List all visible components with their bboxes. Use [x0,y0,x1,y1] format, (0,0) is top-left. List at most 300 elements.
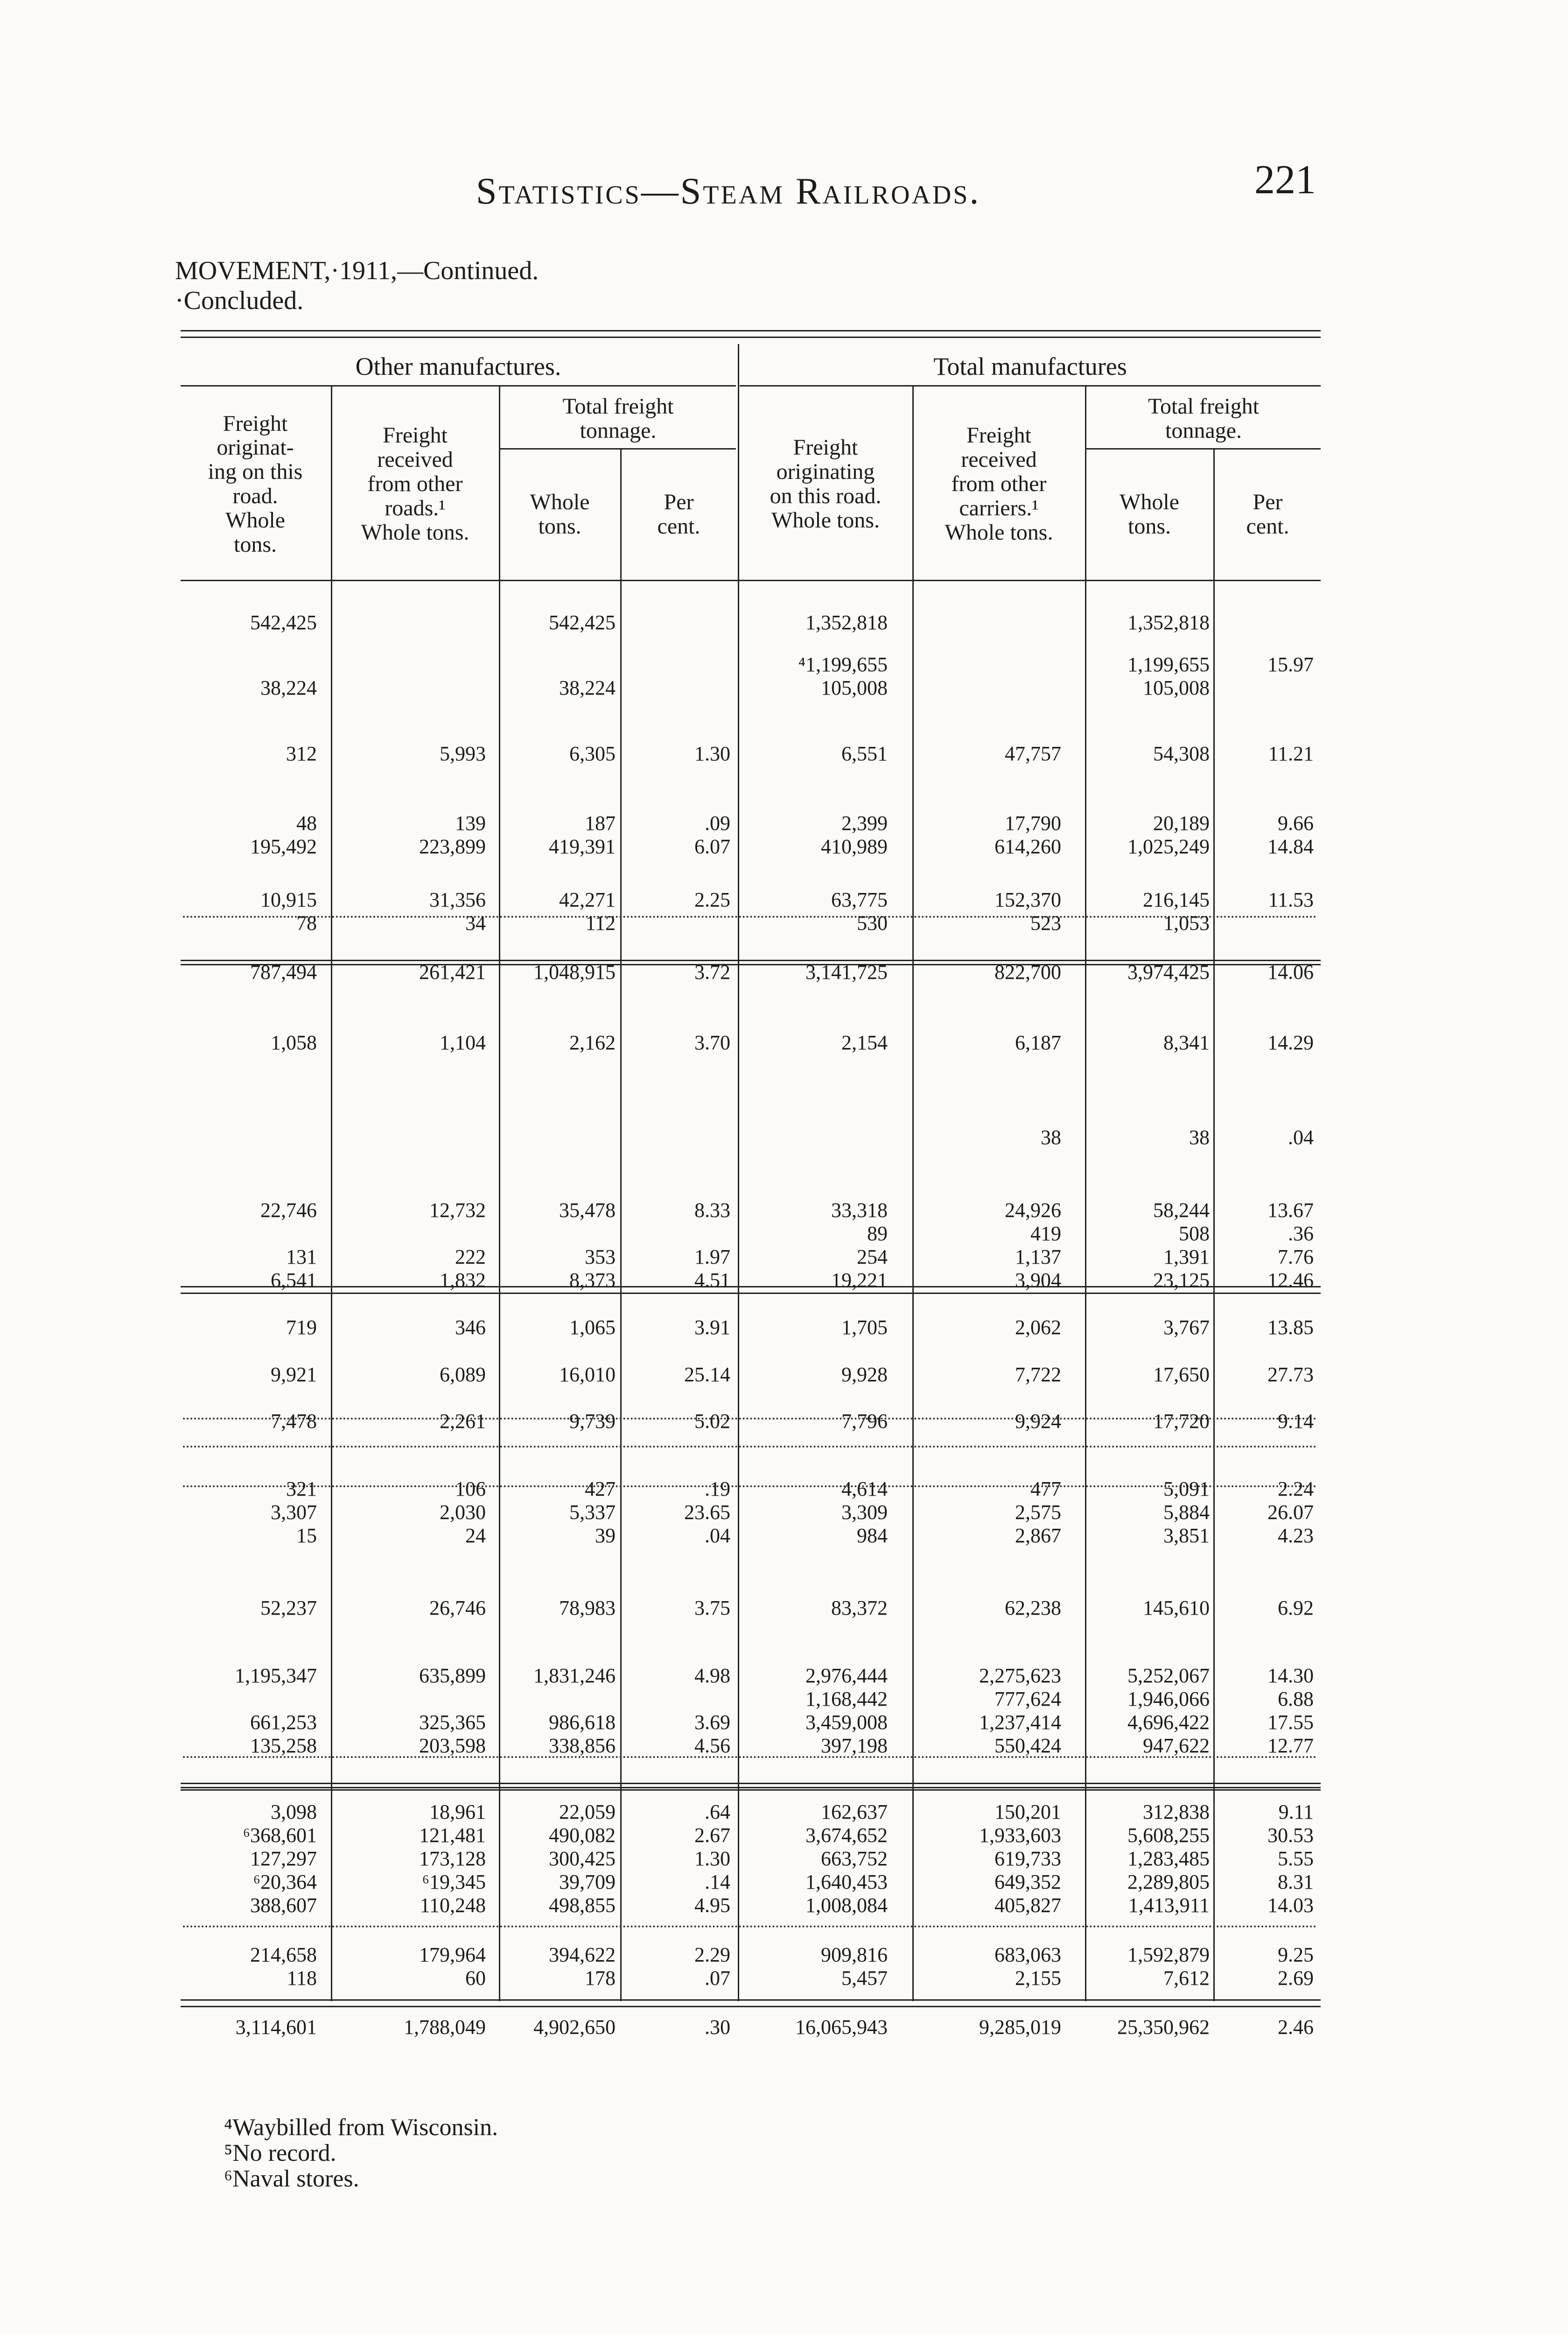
cell-per-cent-other: 4.56 [694,1734,730,1757]
cell-total-tonnage-total: 1,946,066 [1127,1687,1210,1710]
cell-total-originating: 1,640,453 [805,1870,888,1893]
cell-per-cent-other: 3.91 [694,1316,730,1339]
cell-total-originating: 254 [857,1245,888,1268]
cell-total-tonnage-total: 312,838 [1143,1800,1210,1823]
cell-total-originating: 3,141,725 [805,961,888,984]
cell-total-tonnage-other: 300,425 [549,1847,616,1870]
cell-total-tonnage-total: 20,189 [1153,812,1210,835]
cell-freight-originating: 15 [296,1524,317,1547]
cell-freight-originating: 52,237 [260,1596,317,1619]
table-row [181,1524,1321,1547]
cell-total-received: 419 [1030,1222,1061,1245]
cell-per-cent-total: 27.73 [1267,1363,1314,1386]
table-row [181,812,1321,835]
table-row [181,1363,1321,1386]
table-row [181,1711,1321,1734]
cell-total-received: 550,424 [994,1734,1061,1757]
header-per-cent-other: Per cent. [657,490,700,539]
cell-freight-originating: 10,915 [260,888,317,911]
cell-total-originating: 2,399 [841,812,888,835]
cell-total-tonnage-other: 986,618 [549,1711,616,1734]
continued-caption: MOVEMENT,·1911,—Continued. [175,256,539,285]
cell-freight-received: 223,899 [419,835,486,858]
cell-total-received: 6,187 [1015,1031,1061,1054]
cell-freight-received: 24 [465,1524,486,1547]
cell-freight-originating: 7,478 [271,1410,317,1433]
cell-total-tonnage-other: 1,048,915 [533,961,616,984]
table-row [181,1126,1321,1149]
cell-total-received: 9,924 [1015,1410,1061,1433]
table-row [181,1664,1321,1687]
cell-per-cent-total: 13.85 [1267,1316,1314,1339]
cell-freight-received: 6,089 [440,1363,486,1386]
cell-freight-originating: 6,541 [271,1269,317,1292]
table-row [181,1245,1321,1269]
cell-freight-originating: ⁶368,601 [243,1824,317,1847]
cell-per-cent-total: 6.92 [1278,1596,1314,1619]
cell-freight-originating: 38,224 [260,676,317,699]
cell-total-tonnage-other: 39 [595,1524,616,1547]
cell-per-cent-other: 1.97 [694,1245,730,1268]
cell-freight-received: 60 [465,1967,486,1990]
cell-total-originating: 397,198 [821,1734,888,1757]
cell-per-cent-total: 8.31 [1278,1870,1314,1893]
cell-total-tonnage-total: 23,125 [1153,1269,1210,1292]
cell-per-cent-other: 4.95 [694,1894,730,1917]
cell-total-tonnage-total: 4,696,422 [1127,1711,1210,1734]
header-whole-tons-total: Whole tons. [1120,490,1179,539]
cell-per-cent-total: 9.14 [1278,1410,1314,1433]
cell-freight-originating: 3,307 [271,1501,317,1524]
cell-per-cent-other: .64 [705,1800,730,1823]
table-row [181,676,1321,700]
cell-freight-originating: 321 [286,1477,317,1500]
cell-freight-received: 2,261 [440,1410,486,1433]
cell-total-tonnage-total: 947,622 [1143,1734,1210,1757]
cell-total-received: 1,137 [1015,1245,1061,1268]
page-header [187,152,1316,217]
cell-total-tonnage-other: 39,709 [559,1870,616,1893]
cell-per-cent-total: 2.24 [1278,1477,1314,1500]
cell-freight-originating: 542,425 [250,611,317,634]
cell-per-cent-total: 4.23 [1278,1524,1314,1547]
cell-total-tonnage-other: 5,337 [569,1501,616,1524]
cell-freight-originating: 48 [296,812,317,835]
cell-freight-received: 1,104 [440,1031,486,1054]
header-total-tonnage-total: Total freight tonnage. [1148,394,1259,443]
header-freight-received: Freight received from other roads.¹ Whole tons. [361,423,469,545]
table-row [181,1943,1321,1967]
cell-per-cent-total: .36 [1288,1222,1314,1245]
cell-total-received: 2,275,623 [979,1664,1061,1687]
cell-total-tonnage-other: 490,082 [549,1824,616,1847]
cell-total-originating: 909,816 [821,1943,888,1966]
cell-total-originating: 984 [857,1524,888,1547]
cell-total-received: 523 [1030,912,1061,935]
cell-freight-originating: 388,607 [250,1894,317,1917]
cell-freight-received: 18,961 [429,1800,486,1823]
cell-total-received: 47,757 [1005,742,1061,765]
cell-per-cent-other: .19 [705,1477,730,1500]
group-total-manufactures: Total manufactures [933,352,1127,380]
cell-per-cent-other: 3.72 [694,961,730,984]
cell-per-cent-total: 11.21 [1268,742,1314,765]
cell-total-received: 24,926 [1005,1199,1061,1222]
cell-freight-received: 121,481 [419,1824,486,1847]
cell-per-cent-total: 14.06 [1267,961,1314,984]
cell-total-tonnage-total: 1,413,911 [1128,1894,1210,1917]
cell-total-originating: 5,457 [841,1967,888,1990]
cell-per-cent-total: .04 [1288,1126,1314,1149]
cell-total-tonnage-total: 38 [1189,1126,1210,1149]
cell-total-originating: 1,705 [841,1316,888,1339]
cell-total-tonnage-total: 5,252,067 [1127,1664,1210,1687]
cell-total-originating: 9,928 [841,1363,888,1386]
cell-total-tonnage-total: 1,199,655 [1127,653,1210,676]
cell-total-tonnage-other: 178 [585,1967,616,1990]
cell-per-cent-other: 1.30 [694,1847,730,1870]
table-row [181,1734,1321,1758]
cell-total-originating: 2,976,444 [805,1664,888,1687]
cell-total-originating: 663,752 [821,1847,888,1870]
cell-per-cent-other: .30 [705,2016,730,2039]
cell-total-received: 822,700 [994,961,1061,984]
table-row [181,1967,1321,1990]
cell-per-cent-other: .14 [705,1870,730,1893]
cell-total-tonnage-other: 8,373 [569,1269,616,1292]
cell-total-originating: 83,372 [831,1596,888,1619]
cell-freight-received: 325,365 [419,1711,486,1734]
cell-total-received: 2,062 [1015,1316,1061,1339]
cell-freight-originating: 661,253 [250,1711,317,1734]
cell-per-cent-other: 3.69 [694,1711,730,1734]
table-row [181,1501,1321,1524]
cell-total-tonnage-other: 187 [585,812,616,835]
cell-total-received: 2,867 [1015,1524,1061,1547]
cell-total-tonnage-other: 338,856 [549,1734,616,1757]
cell-freight-received: 12,732 [429,1199,486,1222]
table-row [181,835,1321,858]
cell-total-received: 62,238 [1005,1596,1061,1619]
cell-total-originating: ⁴1,199,655 [798,653,888,676]
cell-per-cent-other: 3.70 [694,1031,730,1054]
cell-per-cent-other: 25.14 [684,1363,730,1386]
cell-freight-originating: 719 [286,1316,317,1339]
cell-total-tonnage-other: 427 [585,1477,616,1500]
cell-total-tonnage-other: 498,855 [549,1894,616,1917]
cell-total-tonnage-other: 78,983 [559,1596,616,1619]
cell-total-tonnage-total: 17,650 [1153,1363,1210,1386]
cell-total-received: 3,904 [1015,1269,1061,1292]
cell-freight-originating: 9,921 [271,1363,317,1386]
cell-total-tonnage-total: 1,053 [1163,912,1210,935]
cell-freight-received: 1,788,049 [404,2016,486,2039]
cell-per-cent-total: 13.67 [1267,1199,1314,1222]
cell-freight-received: 173,128 [419,1847,486,1870]
cell-total-received: 2,155 [1015,1967,1061,1990]
cell-total-received: 1,237,414 [979,1711,1061,1734]
page-number: 221 [1254,157,1316,203]
cell-per-cent-total: 30.53 [1267,1824,1314,1847]
cell-total-tonnage-total: 8,341 [1163,1031,1210,1054]
cell-total-tonnage-other: 419,391 [549,835,616,858]
table-row [181,1031,1321,1055]
cell-total-tonnage-other: 35,478 [559,1199,616,1222]
cell-freight-received: 179,964 [419,1943,486,1966]
cell-per-cent-other: 23.65 [684,1501,730,1524]
cell-freight-originating: 118 [287,1967,317,1990]
cell-total-tonnage-total: 3,851 [1163,1524,1210,1547]
table-row [181,611,1321,634]
cell-per-cent-other: 2.25 [694,888,730,911]
cell-total-received: 683,063 [994,1943,1061,1966]
table-row [181,1477,1321,1501]
table-row [181,888,1321,912]
cell-freight-received: 203,598 [419,1734,486,1757]
table-row [181,1269,1321,1292]
footnote-no-record: ⁵No record. [224,2140,336,2166]
cell-total-tonnage-total: 5,608,255 [1127,1824,1210,1847]
header-freight-originating: Freight originat- ing on this road. Whole tons. [208,411,303,557]
cell-total-originating: 1,008,084 [805,1894,888,1917]
cell-total-received: 17,790 [1005,812,1061,835]
cell-per-cent-other: 3.75 [694,1596,730,1619]
cell-total-received: 150,201 [994,1800,1061,1823]
cell-total-received: 38 [1041,1126,1061,1149]
cell-total-originating: 3,674,652 [805,1824,888,1847]
cell-freight-received: 106 [455,1477,486,1500]
cell-total-originating: 3,459,008 [805,1711,888,1734]
cell-total-tonnage-total: 3,767 [1163,1316,1210,1339]
cell-per-cent-total: 7.76 [1278,1245,1314,1268]
cell-freight-received: 635,899 [419,1664,486,1687]
cell-total-tonnage-total: 2,289,805 [1127,1870,1210,1893]
cell-total-tonnage-other: 353 [585,1245,616,1268]
cell-per-cent-total: 12.77 [1267,1734,1314,1757]
cell-per-cent-other: 5.02 [694,1410,730,1433]
cell-freight-originating: 195,492 [250,835,317,858]
cell-total-tonnage-other: 1,831,246 [533,1664,616,1687]
cell-total-originating: 89 [867,1222,888,1245]
header-total-originating: Freight originating on this road. Whole tons. [770,435,882,533]
header-per-cent-total: Per cent. [1246,490,1289,539]
table-row [181,961,1321,984]
cell-per-cent-other: 2.67 [694,1824,730,1847]
cell-freight-originating: 312 [286,742,317,765]
cell-per-cent-other: .09 [705,812,730,835]
cell-per-cent-total: 9.11 [1278,1800,1314,1823]
cell-freight-originating: 127,297 [250,1847,317,1870]
cell-total-originating: 6,551 [841,742,888,765]
table-row [181,1199,1321,1222]
cell-total-tonnage-other: 42,271 [559,888,616,911]
cell-freight-received: 2,030 [440,1501,486,1524]
cell-total-originating: 410,989 [821,835,888,858]
cell-per-cent-other: 4.98 [694,1664,730,1687]
cell-per-cent-total: 17.55 [1267,1711,1314,1734]
cell-total-tonnage-total: 508 [1179,1222,1210,1245]
cell-total-received: 405,827 [994,1894,1061,1917]
footnote-waybilled: ⁴Waybilled from Wisconsin. [224,2114,498,2141]
cell-total-tonnage-total: 1,391 [1163,1245,1210,1268]
table-row [181,1870,1321,1894]
table-row [181,1687,1321,1711]
cell-total-tonnage-total: 216,145 [1143,888,1210,911]
footnote-naval-stores: ⁶Naval stores. [224,2165,359,2192]
cell-per-cent-total: 14.03 [1267,1894,1314,1917]
cell-per-cent-other: .04 [705,1524,730,1547]
cell-total-received: 152,370 [994,888,1061,911]
cell-per-cent-total: 14.30 [1267,1664,1314,1687]
cell-total-originating: 1,352,818 [805,611,888,634]
cell-freight-received: 5,993 [440,742,486,765]
concluded-caption: ·Concluded. [175,286,304,315]
running-title: Statistics—Steam Railroads. [476,171,981,212]
cell-total-tonnage-total: 17,720 [1153,1410,1210,1433]
cell-per-cent-total: 15.97 [1267,653,1314,676]
table-row [181,742,1321,766]
cell-per-cent-total: 12.46 [1267,1269,1314,1292]
cell-total-tonnage-total: 1,283,485 [1127,1847,1210,1870]
cell-total-tonnage-total: 5,884 [1163,1501,1210,1524]
cell-freight-received: 346 [455,1316,486,1339]
cell-total-tonnage-total: 58,244 [1153,1199,1210,1222]
cell-per-cent-other: 6.07 [694,835,730,858]
cell-total-tonnage-other: 16,010 [559,1363,616,1386]
cell-total-tonnage-total: 54,308 [1153,742,1210,765]
cell-total-tonnage-other: 394,622 [549,1943,616,1966]
cell-total-tonnage-total: 1,592,879 [1127,1943,1210,1966]
cell-total-originating: 16,065,943 [795,2016,888,2039]
cell-total-tonnage-total: 105,008 [1143,676,1210,699]
cell-total-tonnage-other: 6,305 [569,742,616,765]
cell-total-tonnage-other: 4,902,650 [533,2016,616,2039]
cell-freight-originating: 787,494 [250,961,317,984]
cell-total-tonnage-total: 1,352,818 [1127,611,1210,634]
table-row [181,1894,1321,1917]
table-row [181,1222,1321,1245]
cell-total-tonnage-total: 5,091 [1163,1477,1210,1500]
cell-freight-received: 1,832 [440,1269,486,1292]
table-row [181,1847,1321,1870]
table-row [181,1596,1321,1620]
cell-freight-originating: 1,058 [271,1031,317,1054]
cell-total-received: 1,933,603 [979,1824,1061,1847]
cell-per-cent-total: 11.53 [1268,888,1314,911]
header-whole-tons-other: Whole tons. [530,490,590,539]
cell-total-originating: 7,796 [841,1410,888,1433]
cell-freight-received: 34 [465,912,486,935]
cell-per-cent-total: 14.29 [1267,1031,1314,1054]
cell-total-received: 619,733 [994,1847,1061,1870]
cell-total-originating: 105,008 [821,676,888,699]
table-row [181,912,1321,935]
table-row [181,653,1321,676]
cell-per-cent-total: 14.84 [1267,835,1314,858]
cell-per-cent-total: 5.55 [1278,1847,1314,1870]
cell-total-originating: 2,154 [841,1031,888,1054]
header-total-received: Freight received from other carriers.¹ Whole tons. [945,423,1053,545]
cell-freight-received: 31,356 [429,888,486,911]
cell-total-tonnage-other: 112 [585,912,616,935]
cell-per-cent-total: 9.66 [1278,812,1314,835]
table-row [181,1410,1321,1433]
cell-total-tonnage-other: 1,065 [569,1316,616,1339]
cell-freight-originating: 3,098 [271,1800,317,1823]
cell-total-tonnage-total: 3,974,425 [1127,961,1210,984]
cell-total-originating: 3,309 [841,1501,888,1524]
cell-total-tonnage-other: 542,425 [549,611,616,634]
cell-total-tonnage-total: 25,350,962 [1117,2016,1210,2039]
cell-freight-originating: 214,658 [250,1943,317,1966]
cell-total-tonnage-other: 38,224 [559,676,616,699]
table-row [181,1800,1321,1824]
table-row [181,2016,1321,2039]
cell-per-cent-total: 2.69 [1278,1967,1314,1990]
cell-total-tonnage-total: 1,025,249 [1127,835,1210,858]
cell-freight-received: 261,421 [419,961,486,984]
cell-total-received: 777,624 [994,1687,1061,1710]
cell-per-cent-total: 2.46 [1278,2016,1314,2039]
cell-freight-received: ⁶19,345 [422,1870,486,1893]
cell-per-cent-other: .07 [705,1967,730,1990]
cell-freight-originating: 22,746 [260,1199,317,1222]
cell-per-cent-total: 6.88 [1278,1687,1314,1710]
footnotes [224,2115,498,2192]
cell-per-cent-other: 1.30 [694,742,730,765]
group-other-manufactures: Other manufactures. [355,352,561,380]
cell-total-originating: 530 [857,912,888,935]
cell-total-originating: 19,221 [831,1269,888,1292]
cell-freight-originating: 131 [286,1245,317,1268]
cell-freight-originating: ⁶20,364 [253,1870,317,1893]
table-row [181,1824,1321,1847]
cell-total-originating: 4,614 [841,1477,888,1500]
cell-per-cent-other: 4.51 [694,1269,730,1292]
cell-total-originating: 1,168,442 [805,1687,888,1710]
cell-per-cent-other: 8.33 [694,1199,730,1222]
cell-freight-received: 26,746 [429,1596,486,1619]
cell-total-received: 477 [1030,1477,1061,1500]
cell-total-tonnage-other: 2,162 [569,1031,616,1054]
cell-total-received: 9,285,019 [979,2016,1061,2039]
cell-total-tonnage-total: 145,610 [1143,1596,1210,1619]
cell-total-received: 649,352 [994,1870,1061,1893]
header-total-tonnage-other: Total freight tonnage. [562,394,674,443]
cell-total-originating: 63,775 [831,888,888,911]
cell-freight-received: 222 [455,1245,486,1268]
cell-freight-received: 110,248 [420,1894,486,1917]
cell-per-cent-other: 2.29 [694,1943,730,1966]
cell-per-cent-total: 9.25 [1278,1943,1314,1966]
cell-per-cent-total: 26.07 [1267,1501,1314,1524]
cell-freight-originating: 78 [296,912,317,935]
cell-total-received: 614,260 [994,835,1061,858]
cell-total-received: 7,722 [1015,1363,1061,1386]
cell-total-tonnage-other: 22,059 [559,1800,616,1823]
cell-total-originating: 162,637 [821,1800,888,1823]
cell-total-received: 2,575 [1015,1501,1061,1524]
freight-table [181,330,1321,2110]
table-row [181,1316,1321,1339]
cell-freight-originating: 3,114,601 [235,2016,317,2039]
cell-freight-originating: 1,195,347 [235,1664,317,1687]
cell-total-tonnage-other: 9,739 [569,1410,616,1433]
cell-total-originating: 33,318 [831,1199,888,1222]
cell-freight-originating: 135,258 [250,1734,317,1757]
cell-freight-received: 139 [455,812,486,835]
cell-total-tonnage-total: 7,612 [1163,1967,1210,1990]
